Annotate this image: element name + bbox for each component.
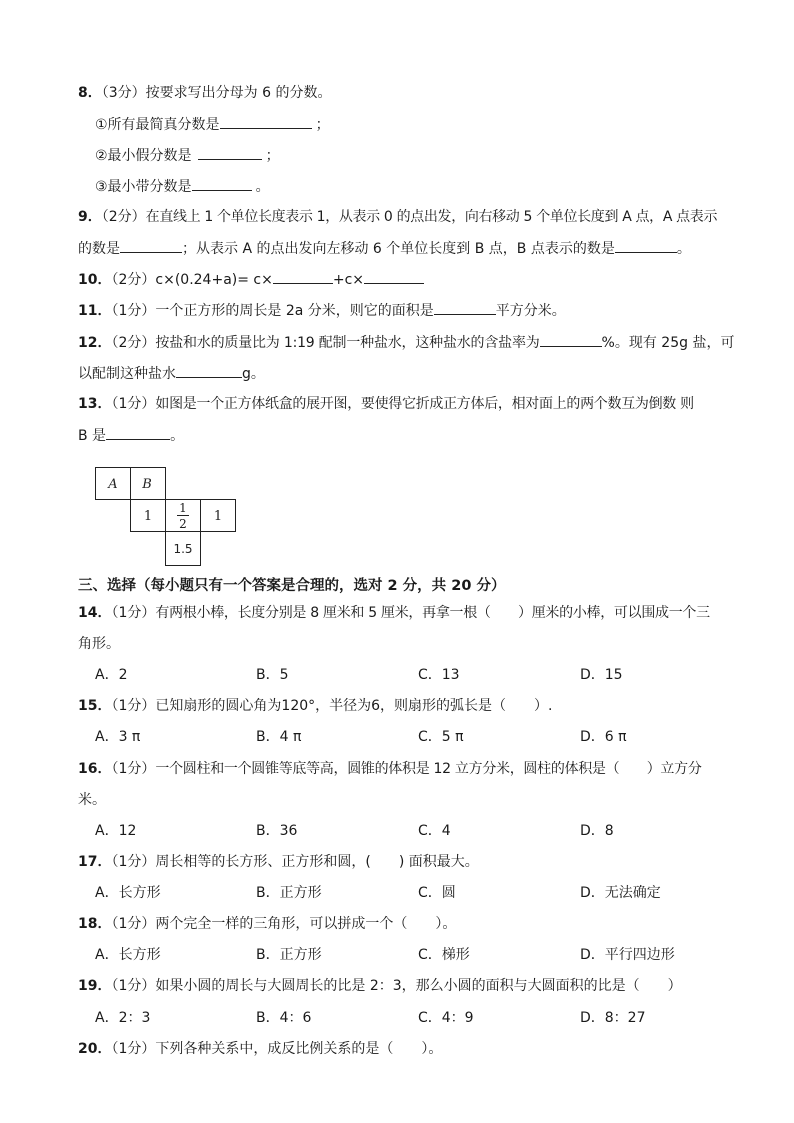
answer-blank[interactable]	[176, 363, 242, 378]
net-label-one-left: 1	[143, 509, 153, 524]
question-20	[78, 1039, 442, 1059]
option-c[interactable]: C．13	[418, 667, 460, 683]
question-9	[78, 207, 717, 227]
question-number: 19．	[78, 978, 112, 994]
question-score: （1分）	[111, 916, 156, 932]
answer-blank[interactable]	[364, 269, 424, 284]
answer-blank[interactable]	[434, 300, 496, 315]
option-a[interactable]: A．3 π	[95, 729, 141, 745]
question-11	[78, 300, 566, 321]
question-19	[78, 976, 682, 996]
option-c[interactable]: C．4	[418, 823, 451, 839]
question-text: c×(0.24+a)= c×	[155, 272, 273, 288]
option-c[interactable]: C．梯形	[418, 947, 470, 963]
answer-blank[interactable]	[273, 269, 333, 284]
question-text: 如果小圆的周长与大圆周长的比是 2：3，那么小圆的面积与大圆面积的比是（ ）	[155, 978, 682, 994]
question-text: 平方分米。	[495, 303, 566, 319]
answer-blank[interactable]	[220, 114, 312, 129]
option-d[interactable]: D．6 π	[580, 729, 627, 745]
question-text: ；从表示 A 的点出发向左移动 6 个单位长度到 B 点，B 点表示的数是	[182, 241, 615, 257]
question-text: +c×	[332, 272, 365, 288]
question-8	[78, 83, 331, 103]
question-number: 15．	[78, 698, 112, 714]
section-heading: 三、选择（每小题只有一个答案是合理的，选对 2 分，共 20 分）	[78, 578, 506, 594]
question-13	[78, 394, 694, 414]
option-b[interactable]: B．36	[256, 823, 298, 839]
question-score: （1分）	[111, 1041, 156, 1057]
question-text: 两个完全一样的三角形，可以拼成一个（ ）。	[155, 916, 457, 932]
answer-blank[interactable]	[540, 332, 602, 347]
question-8-sub-1	[95, 114, 330, 135]
question-text: 已知扇形的圆心角为120°，半径为6，则扇形的弧长是（ ）.	[155, 698, 553, 714]
question-score: （1分）	[111, 978, 156, 994]
question-number: 13．	[78, 396, 112, 412]
cube-net-figure	[95, 467, 240, 567]
question-text: 有两根小棒，长度分别是 8 厘米和 5 厘米，再拿一根（ ）厘米的小棒，可以围成一个三	[155, 605, 710, 621]
question-score: （1分）	[111, 854, 156, 870]
net-label-one-right: 1	[213, 509, 223, 524]
option-d[interactable]: D．无法确定	[580, 885, 661, 901]
option-d[interactable]: D．8	[580, 823, 614, 839]
question-score: （1分）	[111, 605, 156, 621]
option-a[interactable]: A．长方形	[95, 885, 161, 901]
question-9-line-2	[78, 238, 691, 259]
question-text: B 是	[78, 428, 107, 444]
question-text: 的数是	[78, 241, 120, 257]
question-score: （1分）	[111, 303, 156, 319]
question-text: 以配制这种盐水	[78, 366, 176, 382]
question-number: 14．	[78, 605, 112, 621]
question-number: 16．	[78, 761, 112, 777]
question-score: （1分）	[111, 396, 156, 412]
net-label-b: B	[142, 477, 152, 492]
question-number: 11．	[78, 303, 112, 319]
question-13-line-2	[78, 425, 184, 446]
question-text: 如图是一个正方体纸盒的展开图，要使得它折成正方体后，相对面上的两个数互为倒数 则	[155, 396, 694, 412]
option-c[interactable]: C．圆	[418, 885, 456, 901]
question-text: 按盐和水的质量比为 1:19 配制一种盐水，这种盐水的含盐率为	[155, 335, 540, 351]
net-fraction-denominator: 2	[179, 517, 187, 531]
question-16	[78, 759, 702, 779]
question-text: g。	[242, 366, 265, 382]
option-a[interactable]: A．2：3	[95, 1010, 151, 1026]
option-d[interactable]: D．8：27	[580, 1010, 646, 1026]
answer-blank[interactable]	[198, 145, 262, 160]
question-number: 18．	[78, 916, 112, 932]
question-text: %。现有 25g 盐，可	[601, 335, 735, 351]
question-12-line-2	[78, 363, 265, 384]
option-b[interactable]: B．4 π	[256, 729, 302, 745]
option-c[interactable]: C．4：9	[418, 1010, 474, 1026]
option-d[interactable]: D．平行四边形	[580, 947, 675, 963]
question-text: 下列各种关系中，成反比例关系的是（ ）。	[155, 1041, 443, 1057]
question-score: （1分）	[111, 698, 156, 714]
answer-blank[interactable]	[192, 176, 252, 191]
question-number: 9．	[78, 209, 102, 225]
sub-item-punct: ；	[315, 117, 330, 133]
option-b[interactable]: B．4：6	[256, 1010, 312, 1026]
question-10	[78, 269, 424, 290]
question-text: 周长相等的长方形、正方形和圆，( ) 面积最大。	[155, 854, 479, 870]
option-a[interactable]: A．12	[95, 823, 137, 839]
option-b[interactable]: B．正方形	[256, 885, 322, 901]
sub-item-punct: ；	[265, 148, 280, 164]
sub-item-text: ②最小假分数是	[95, 148, 192, 164]
sub-item-text: ③最小带分数是	[95, 179, 192, 195]
question-text: 一个正方形的周长是 2a 分米，则它的面积是	[155, 303, 434, 319]
net-fraction-numerator: 1	[179, 501, 187, 515]
question-number: 10．	[78, 272, 112, 288]
option-a[interactable]: A．长方形	[95, 947, 161, 963]
question-text: 一个圆柱和一个圆锥等底等高，圆锥的体积是 12 立方分米，圆柱的体积是（ ）立方分	[155, 761, 702, 777]
sub-item-text: ①所有最简真分数是	[95, 117, 220, 133]
question-15	[78, 696, 552, 716]
question-score: （2分）	[111, 272, 156, 288]
option-a[interactable]: A．2	[95, 667, 128, 683]
question-score: （1分）	[111, 761, 156, 777]
net-label-bottom: 1.5	[173, 542, 193, 556]
question-16-line-2: 米。	[78, 792, 106, 808]
question-8-sub-2	[95, 145, 280, 166]
question-text: 。	[676, 241, 691, 257]
question-number: 17．	[78, 854, 112, 870]
question-score: （2分）	[111, 335, 156, 351]
answer-blank[interactable]	[615, 238, 677, 253]
question-score: （2分）	[101, 209, 146, 225]
option-b[interactable]: B．5	[256, 667, 289, 683]
question-12	[78, 332, 734, 353]
question-text: 在直线上 1 个单位长度表示 1，从表示 0 的点出发，向右移动 5 个单位长度到 A 点，A 点表示	[145, 209, 718, 225]
sub-item-punct: 。	[255, 179, 270, 195]
question-text: 按要求写出分母为 6 的分数。	[145, 85, 332, 101]
question-score: （3分）	[101, 85, 146, 101]
question-8-sub-3	[95, 176, 270, 197]
question-17	[78, 852, 479, 872]
question-number: 12．	[78, 335, 112, 351]
question-text: 。	[170, 428, 185, 444]
net-label-a: A	[108, 477, 118, 492]
answer-blank[interactable]	[120, 238, 182, 253]
question-18	[78, 914, 456, 934]
option-d[interactable]: D．15	[580, 667, 623, 683]
answer-blank[interactable]	[106, 425, 170, 440]
question-number: 8．	[78, 85, 102, 101]
option-b[interactable]: B．正方形	[256, 947, 322, 963]
question-number: 20．	[78, 1041, 112, 1057]
question-14-line-2: 角形。	[78, 636, 120, 652]
question-14	[78, 603, 710, 623]
option-c[interactable]: C．5 π	[418, 729, 464, 745]
